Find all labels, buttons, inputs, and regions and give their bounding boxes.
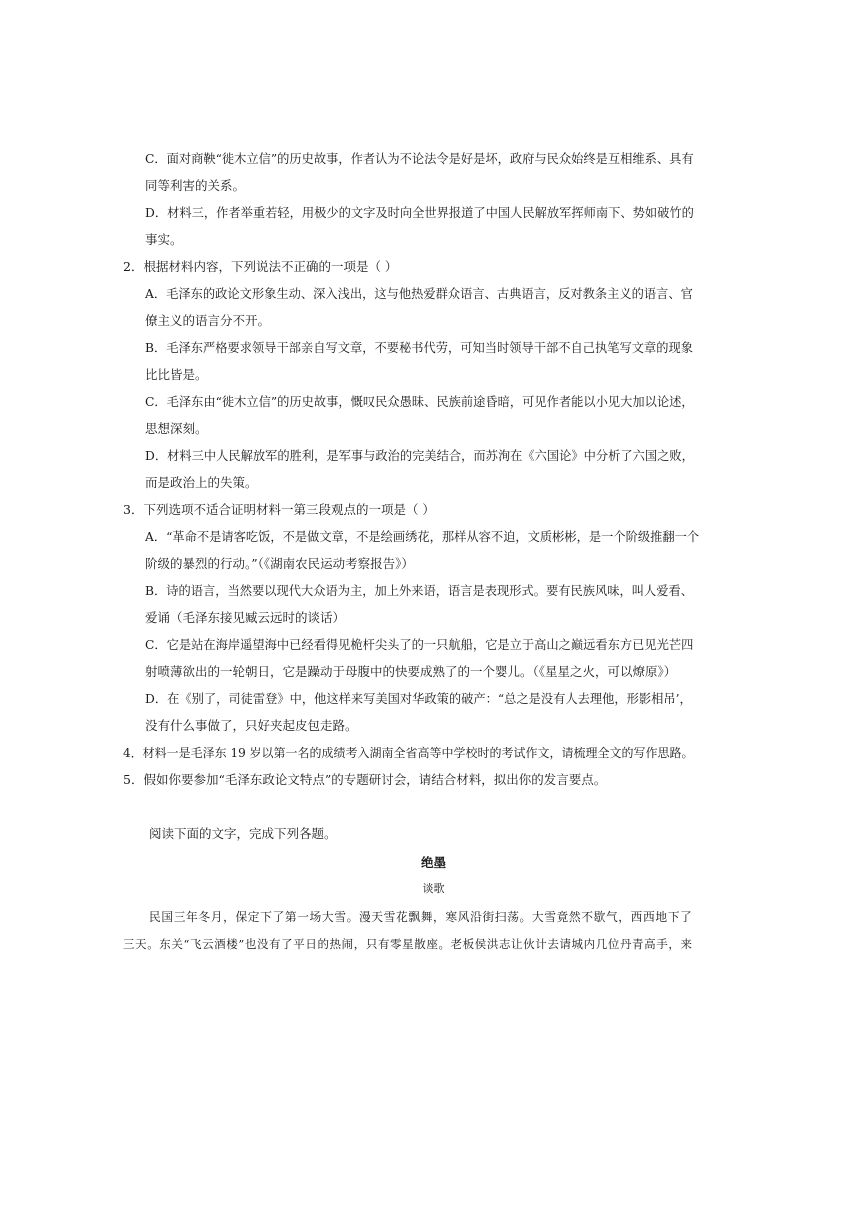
q5-stem: 5．假如你要参加“毛泽东政论文特点”的专题研讨会，请结合材料，拟出你的发言要点。 [123, 772, 607, 787]
q2-stem: 2．根据材料内容，下列说法不正确的一项是（ ） [123, 259, 398, 274]
reading-instruction: 阅读下面的文字，完成下列各题。 [149, 826, 337, 841]
passage-author: 谈歌 [422, 882, 445, 895]
q3-option-d-line1: D．在《别了，司徒雷登》中，他这样来写美国对华政策的破产：“总之是没有人去理他，形影相吊’， [145, 692, 692, 706]
q3-option-b-line1: B．诗的语言，当然要以现代大众语为主，加上外来语，语言是表现形式。要有民族风味，叫人爱看、 [145, 584, 694, 598]
q3-option-a-line2: 阶级的暴烈的行动。”（《湖南农民运动考察报告》） [145, 556, 414, 571]
q2-option-c-line1: C．毛泽东由“徙木立信”的历史故事，慨叹民众愚昧、民族前途昏暗，可见作者能以小见大加以论述， [145, 395, 694, 409]
q3-option-d-line2: 没有什么事做了，只好夹起皮包走路。 [145, 718, 358, 733]
q2-option-b-line1: B．毛泽东严格要求领导干部亲自写文章，不要秘书代劳，可知当时领导干部不自己执笔写文章的现象 [145, 341, 694, 355]
q1-option-d-line2: 事实。 [145, 232, 183, 247]
q3-option-c-line2: 射喷薄欲出的一轮朝日，它是躁动于母腹中的快要成熟了的一个婴儿。（《星星之火，可以燎原》） [145, 664, 677, 679]
q3-option-a-line1: A．“革命不是请客吃饭，不是做文章，不是绘画绣花，那样从容不迫，文质彬彬，是一个阶级推翻一个 [145, 530, 700, 544]
q4-stem: 4．材料一是毛泽东 19 岁以第一名的成绩考入湖南全省高等中学校时的考试作文，请梳理全文的写作思路。 [123, 746, 694, 760]
q1-option-c-line1: C．面对商鞅“徙木立信”的历史故事，作者认为不论法令是好是坏，政府与民众始终是互相维系、具有 [145, 152, 694, 166]
q2-option-b-line2: 比比皆是。 [145, 367, 208, 382]
q1-option-d-line1: D．材料三，作者举重若轻，用极少的文字及时向全世界报道了中国人民解放军挥师南下、势如破竹的 [145, 206, 694, 220]
passage-body-line2: 三天。东关“飞云酒楼”也没有了平日的热闹，只有零星散座。老板侯洪志让伙计去请城内几位丹青高手，来 [123, 937, 693, 951]
q2-option-d-line2: 而是政治上的失策。 [145, 475, 258, 490]
q1-option-c-line2: 同等利害的关系。 [145, 178, 246, 193]
q2-option-c-line2: 思想深刻。 [145, 421, 208, 436]
passage-title: 绝墨 [420, 855, 446, 870]
q3-option-b-line2: 爱诵（毛泽东接见臧云远时的谈话） [145, 610, 346, 625]
q2-option-a-line1: A．毛泽东的政论文形象生动、深入浅出，这与他热爱群众语言、古典语言，反对教条主义的语言、官 [145, 287, 693, 301]
q2-option-d-line1: D．材料三中人民解放军的胜利，是军事与政治的完美结合，而苏洵在《六国论》中分析了六国之败， [145, 449, 694, 463]
q2-option-a-line2: 僚主义的语言分不开。 [145, 313, 271, 328]
q3-option-c-line1: C．它是站在海岸遥望海中已经看得见桅杆尖头了的一只航船，它是立于高山之巅远看东方已见光芒四 [145, 638, 694, 652]
q3-stem: 3．下列选项不适合证明材料一第三段观点的一项是（ ） [123, 502, 435, 517]
passage-body-line1: 民国三年冬月，保定下了第一场大雪。漫天雪花飘舞，寒风沿街扫荡。大雪竟然不歇气，西西地下了 [149, 910, 693, 924]
